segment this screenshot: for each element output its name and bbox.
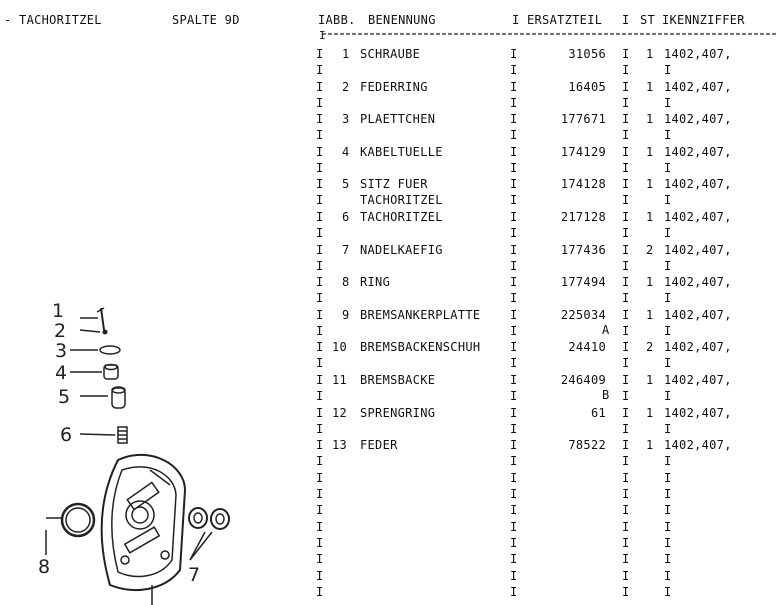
row-bar-mid: I <box>510 275 518 290</box>
row-gap-bar: I <box>316 291 324 306</box>
row-number: 2 <box>342 79 350 94</box>
row-bar-mid: I <box>510 79 518 94</box>
row-kennziffer: 1402,407, <box>664 438 732 453</box>
row-number: 4 <box>342 144 350 159</box>
row-bar-mid: I <box>510 373 518 387</box>
row-number: 13 <box>332 438 348 453</box>
brake-anchor-plate-part <box>102 455 185 590</box>
row-quantity: 1 <box>646 210 654 224</box>
row-part-number: 78522 <box>568 438 606 453</box>
row-gap-bar: I <box>664 95 672 110</box>
header-sep-1: I <box>512 13 520 27</box>
header-kennziffer: IKENNZIFFER <box>662 13 745 27</box>
row-bar-left: I <box>316 438 324 453</box>
empty-row-bar: I <box>622 503 630 518</box>
leader-line-6 <box>80 434 115 435</box>
empty-row-bar: I <box>664 584 672 599</box>
row-number: 1 <box>342 47 350 61</box>
row-bar-mid: I <box>510 340 518 355</box>
row-bar-st: I <box>622 340 630 355</box>
row-name: TACHORITZEL <box>360 210 443 224</box>
empty-row-bar: I <box>510 503 518 518</box>
header-rule <box>318 31 778 37</box>
header-abb: IABB. <box>318 13 356 27</box>
leader-line-2 <box>80 330 100 332</box>
row-quantity: 1 <box>646 307 654 322</box>
row-quantity: 2 <box>646 242 654 257</box>
empty-row-bar: I <box>316 487 324 502</box>
row-gap-bar: I <box>510 95 518 110</box>
row-gap-bar: I <box>622 226 630 240</box>
row-name: SCHRAUBE <box>360 47 421 61</box>
row-gap-bar: I <box>664 323 672 338</box>
row-number: 10 <box>332 340 348 355</box>
empty-row-bar: I <box>664 503 672 518</box>
row-bar-left: I <box>316 405 324 420</box>
row-gap-bar: I <box>664 160 672 175</box>
empty-row-bar: I <box>664 470 672 485</box>
row-kennziffer: 1402,407, <box>664 177 732 192</box>
row-bar-st: I <box>622 438 630 453</box>
empty-row-bar: I <box>316 519 324 534</box>
row-gap-bar: I <box>622 95 630 110</box>
row-gap-bar: I <box>510 389 518 403</box>
row-quantity: 1 <box>646 275 654 290</box>
row-kennziffer: 1402,407, <box>664 307 732 322</box>
empty-row-bar: I <box>510 568 518 583</box>
row-gap-bar: I <box>510 63 518 77</box>
diagram-label-8: 8 <box>38 556 51 578</box>
row-gap-bar: I <box>664 193 672 208</box>
row-kennziffer: 1402,407, <box>664 210 732 224</box>
empty-row-bar: I <box>510 519 518 534</box>
diagram-label-3: 3 <box>55 340 68 362</box>
diagram-label-4: 4 <box>55 362 68 384</box>
row-quantity: 1 <box>646 144 654 159</box>
leader-line-7 <box>190 532 205 560</box>
row-gap-bar: I <box>664 258 672 273</box>
row-name: FEDERRING <box>360 79 428 94</box>
row-name: BREMSANKERPLATTE <box>360 307 481 322</box>
row-gap-bar: I <box>622 63 630 77</box>
row-number: 5 <box>342 177 350 192</box>
empty-row-bar: I <box>622 584 630 599</box>
empty-row-bar: I <box>510 552 518 567</box>
empty-row-bar: I <box>316 503 324 518</box>
row-bar-st: I <box>622 275 630 290</box>
row-gap-bar: I <box>622 258 630 273</box>
row-bar-left: I <box>316 275 324 290</box>
empty-row-bar: I <box>316 568 324 583</box>
empty-row-bar: I <box>316 584 324 599</box>
row-note: B <box>602 388 610 402</box>
row-bar-st: I <box>622 79 630 94</box>
diagram-label-7: 7 <box>188 564 201 586</box>
row-bar-st: I <box>622 144 630 159</box>
row-gap-bar: I <box>622 323 630 338</box>
row-bar-mid: I <box>510 210 518 224</box>
row-quantity: 1 <box>646 177 654 192</box>
row-bar-left: I <box>316 112 324 127</box>
row-quantity: 1 <box>646 112 654 127</box>
row-gap-bar: I <box>622 454 630 469</box>
row-name: KABELTUELLE <box>360 144 443 159</box>
row-part-number: 174128 <box>560 177 606 192</box>
empty-row-bar: I <box>510 584 518 599</box>
row-part-number: 177494 <box>560 275 606 290</box>
row-part-number: 61 <box>590 405 606 420</box>
empty-row-bar: I <box>664 519 672 534</box>
empty-row-bar: I <box>664 536 672 550</box>
row-name: PLAETTCHEN <box>360 112 436 127</box>
empty-row-bar: I <box>316 470 324 485</box>
row-gap-bar: I <box>664 356 672 371</box>
diagram-label-1: 1 <box>52 300 65 322</box>
row-part-number: 177671 <box>560 112 606 127</box>
row-quantity: 1 <box>646 79 654 94</box>
row-gap-bar: I <box>664 128 672 143</box>
row-number: 3 <box>342 112 350 127</box>
row-bar-st: I <box>622 307 630 322</box>
empty-row-bar: I <box>664 552 672 567</box>
row-bar-st: I <box>622 373 630 387</box>
empty-row-bar: I <box>622 536 630 550</box>
row-part-number: 246409 <box>560 373 606 387</box>
row-gap-bar: I <box>622 193 630 208</box>
rule-corner-marker: I <box>319 29 326 42</box>
row-name: RING <box>360 275 391 290</box>
row-gap-bar: I <box>316 258 324 273</box>
row-name: BREMSBACKE <box>360 373 436 387</box>
row-gap-bar: I <box>664 421 672 436</box>
row-gap-bar: I <box>622 291 630 306</box>
row-bar-st: I <box>622 405 630 420</box>
row-kennziffer: 1402,407, <box>664 340 732 355</box>
row-gap-bar: I <box>316 95 324 110</box>
row-gap-bar: I <box>622 421 630 436</box>
seat-part <box>112 388 125 408</box>
empty-row-bar: I <box>664 487 672 502</box>
page-title: - TACHORITZEL <box>4 13 102 27</box>
row-bar-left: I <box>316 373 324 387</box>
row-bar-mid: I <box>510 112 518 127</box>
row-gap-bar: I <box>316 128 324 143</box>
row-name: SITZ FUER <box>360 177 428 192</box>
ring-part <box>62 504 94 536</box>
grommet-part <box>104 365 118 379</box>
row-bar-mid: I <box>510 405 518 420</box>
row-bar-left: I <box>316 47 324 61</box>
row-bar-mid: I <box>510 307 518 322</box>
row-gap-bar: I <box>622 160 630 175</box>
row-number: 12 <box>332 405 348 420</box>
row-bar-st: I <box>622 210 630 224</box>
empty-row-bar: I <box>622 487 630 502</box>
row-gap-bar: I <box>316 454 324 469</box>
row-quantity: 2 <box>646 340 654 355</box>
row-part-number: 177436 <box>560 242 606 257</box>
row-quantity: 1 <box>646 47 654 61</box>
row-bar-st: I <box>622 47 630 61</box>
row-bar-left: I <box>316 242 324 257</box>
row-number: 8 <box>342 275 350 290</box>
row-kennziffer: 1402,407, <box>664 405 732 420</box>
diagram-label-5: 5 <box>58 386 71 408</box>
header-ersatzteil: ERSATZTEIL <box>527 13 603 27</box>
row-part-number: 16405 <box>568 79 606 94</box>
row-gap-bar: I <box>510 454 518 469</box>
row-number: 11 <box>332 373 348 387</box>
row-gap-bar: I <box>622 389 630 403</box>
row-gap-bar: I <box>510 160 518 175</box>
row-bar-left: I <box>316 79 324 94</box>
row-number: 9 <box>342 307 350 322</box>
row-kennziffer: 1402,407, <box>664 112 732 127</box>
row-name: SPRENGRING <box>360 405 436 420</box>
diagram-label-2: 2 <box>54 320 67 342</box>
row-kennziffer: 1402,407, <box>664 242 732 257</box>
column-label: SPALTE 9D <box>172 13 240 27</box>
empty-row-bar: I <box>622 470 630 485</box>
row-number: 6 <box>342 210 350 224</box>
row-gap-bar: I <box>316 193 324 208</box>
row-gap-bar: I <box>510 356 518 371</box>
row-part-number: 24410 <box>568 340 606 355</box>
row-gap-bar: I <box>510 291 518 306</box>
empty-row-bar: I <box>316 552 324 567</box>
row-gap-bar: I <box>664 291 672 306</box>
row-bar-left: I <box>316 307 324 322</box>
row-part-number: 31056 <box>568 47 606 61</box>
row-bar-mid: I <box>510 242 518 257</box>
header-benennung: BENENNUNG <box>368 13 436 27</box>
row-gap-bar: I <box>622 128 630 143</box>
empty-row-bar: I <box>510 487 518 502</box>
row-name: NADELKAEFIG <box>360 242 443 257</box>
row-name: BREMSBACKENSCHUH <box>360 340 481 355</box>
row-quantity: 1 <box>646 405 654 420</box>
header-st: ST <box>640 13 656 27</box>
diagram-label-6: 6 <box>60 424 73 446</box>
row-bar-st: I <box>622 242 630 257</box>
row-bar-mid: I <box>510 144 518 159</box>
row-gap-bar: I <box>510 421 518 436</box>
row-note: A <box>602 322 610 337</box>
row-bar-mid: I <box>510 177 518 192</box>
empty-row-bar: I <box>510 470 518 485</box>
row-gap-bar: I <box>510 193 518 208</box>
row-quantity: 1 <box>646 373 654 387</box>
row-number: 7 <box>342 242 350 257</box>
row-bar-mid: I <box>510 438 518 453</box>
row-gap-bar: I <box>510 258 518 273</box>
empty-row-bar: I <box>510 536 518 550</box>
empty-row-bar: I <box>664 568 672 583</box>
row-bar-left: I <box>316 210 324 224</box>
row-quantity: 1 <box>646 438 654 453</box>
row-kennziffer: 1402,407, <box>664 373 732 387</box>
row-gap-bar: I <box>316 323 324 338</box>
washer-part <box>103 330 107 334</box>
row-gap-bar: I <box>622 356 630 371</box>
row-gap-bar: I <box>664 389 672 403</box>
row-name-continued: TACHORITZEL <box>360 193 443 208</box>
screw-part <box>101 308 104 330</box>
row-bar-left: I <box>316 177 324 192</box>
row-gap-bar: I <box>316 63 324 77</box>
row-gap-bar: I <box>316 160 324 175</box>
row-kennziffer: 1402,407, <box>664 79 732 94</box>
header-sep-2: I <box>622 13 630 27</box>
row-gap-bar: I <box>510 128 518 143</box>
row-gap-bar: I <box>664 226 672 240</box>
row-bar-mid: I <box>510 47 518 61</box>
row-part-number: 174129 <box>560 144 606 159</box>
row-bar-st: I <box>622 112 630 127</box>
row-kennziffer: 1402,407, <box>664 47 732 61</box>
row-gap-bar: I <box>510 226 518 240</box>
row-part-number: 217128 <box>560 210 606 224</box>
row-bar-left: I <box>316 340 324 355</box>
row-gap-bar: I <box>316 421 324 436</box>
row-gap-bar: I <box>316 226 324 240</box>
row-bar-left: I <box>316 144 324 159</box>
row-part-number: 225034 <box>560 307 606 322</box>
row-kennziffer: 1402,407, <box>664 275 732 290</box>
row-name: FEDER <box>360 438 398 453</box>
empty-row-bar: I <box>622 519 630 534</box>
row-bar-st: I <box>622 177 630 192</box>
row-gap-bar: I <box>316 356 324 371</box>
row-kennziffer: 1402,407, <box>664 144 732 159</box>
needle-cage-part <box>189 508 229 529</box>
row-gap-bar: I <box>664 454 672 469</box>
empty-row-bar: I <box>622 568 630 583</box>
empty-row-bar: I <box>622 552 630 567</box>
row-gap-bar: I <box>510 323 518 338</box>
row-gap-bar: I <box>664 63 672 77</box>
plate-part <box>100 346 120 354</box>
empty-row-bar: I <box>316 536 324 550</box>
row-gap-bar: I <box>316 389 324 403</box>
